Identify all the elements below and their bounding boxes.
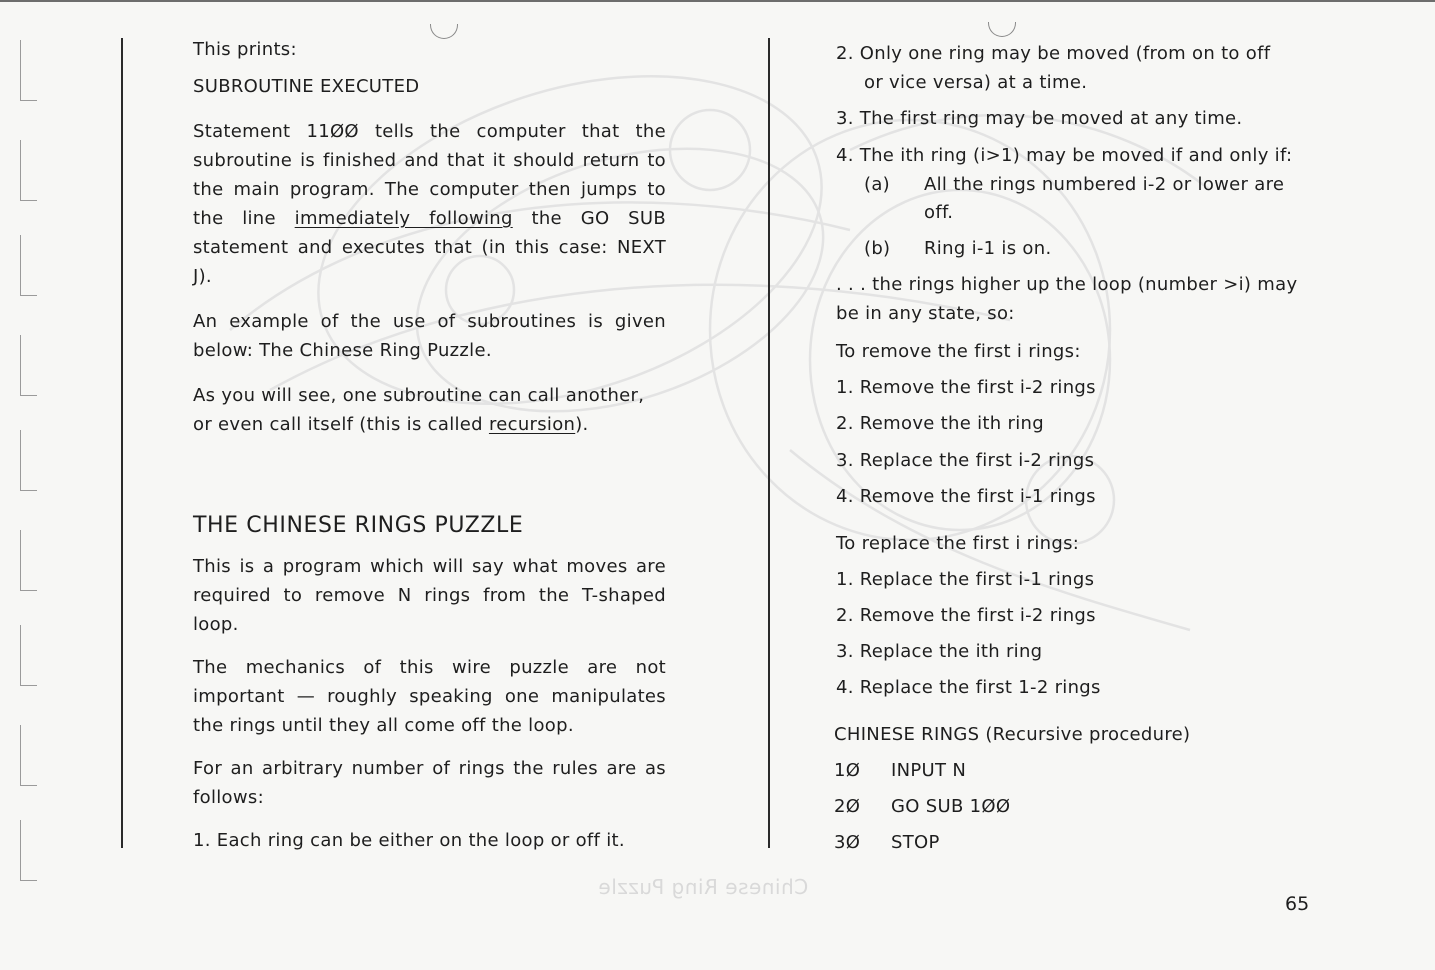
- center-column-rule: [768, 38, 770, 848]
- binding-mark: [20, 40, 37, 101]
- rule-3: 3. The first ring may be moved at any time.: [836, 108, 1243, 129]
- rule-4a: [864, 170, 1284, 199]
- binding-mark: [20, 140, 37, 201]
- replace-title: To replace the first i rings:: [836, 533, 1080, 554]
- line-number: 1Ø: [834, 760, 861, 781]
- recursion-text-a: As you will see, one subroutine can call another, or even call itself (this is called: [193, 385, 645, 435]
- replace-step: 3. Replace the ith ring: [836, 641, 1043, 662]
- mechanics-paragraph: The mechanics of this wire puzzle are not important — roughly speaking one manipulates the rings until they all come off the loop.: [193, 657, 666, 736]
- statement-text-b: the GO SUB statement and executes that (in this case: NEXT J).: [193, 208, 667, 287]
- left-column: [193, 35, 666, 855]
- binding-mark: [20, 725, 37, 786]
- rule-4b: [864, 234, 1051, 263]
- rules-intro: For an arbitrary number of rings the rules are as follows:: [193, 758, 666, 808]
- rule-4a-cont: off.: [924, 202, 954, 223]
- replace-step: 2. Remove the first i-2 rings: [836, 605, 1096, 626]
- program-title: CHINESE RINGS (Recursive procedure): [834, 724, 1191, 745]
- remove-step: 3. Replace the first i-2 rings: [836, 450, 1095, 471]
- remove-step: 4. Remove the first i-1 rings: [836, 486, 1096, 507]
- replace-step: 4. Replace the first 1-2 rings: [836, 677, 1101, 698]
- line-statement: STOP: [891, 832, 940, 853]
- statement-paragraph: [193, 117, 666, 291]
- statement-text-a: Statement 11ØØ tells the computer that the subroutine is finished and that it should return to the main program. The computer then jumps to the line: [193, 121, 666, 229]
- rule-2-line-2: or vice versa) at a time.: [864, 72, 1088, 93]
- rule-4: 4. The ith ring (i>1) may be moved if and only if:: [836, 145, 1293, 166]
- section-heading: THE CHINESE RINGS PUZZLE: [193, 513, 524, 538]
- binding-mark: [20, 820, 37, 881]
- replace-step: 1. Replace the first i-1 rings: [836, 569, 1095, 590]
- recursion-paragraph: [193, 381, 666, 439]
- recursion-text-b: ).: [575, 414, 589, 435]
- line-number: 2Ø: [834, 796, 861, 817]
- example-paragraph: An example of the use of subroutines is given below: The Chinese Ring Puzzle.: [193, 311, 666, 361]
- output-line: SUBROUTINE EXECUTED: [193, 76, 420, 97]
- binding-mark: [20, 335, 37, 396]
- binding-mark: [20, 235, 37, 296]
- program-line: [834, 756, 966, 785]
- recursion-term: recursion: [488, 414, 576, 435]
- binding-mark: [20, 430, 37, 491]
- line-statement: INPUT N: [891, 760, 967, 781]
- this-prints-line: This prints:: [193, 39, 297, 60]
- binding-mark: [20, 530, 37, 591]
- remove-title: To remove the first i rings:: [836, 341, 1081, 362]
- immediately-following-text: immediately following: [294, 208, 513, 229]
- line-statement: GO SUB 1ØØ: [891, 796, 1011, 817]
- line-number: 3Ø: [834, 832, 861, 853]
- rule-2-line-1: 2. Only one ring may be moved (from on to off: [836, 43, 1271, 64]
- rule-4a-text: All the rings numbered i-2 or lower are: [924, 174, 1285, 195]
- rule-4b-label: (b): [864, 238, 891, 259]
- remove-step: 1. Remove the first i-2 rings: [836, 377, 1096, 398]
- rule-1: 1. Each ring can be either on the loop or off it.: [193, 830, 625, 851]
- higher-rings-line-2: be in any state, so:: [836, 303, 1015, 324]
- rule-4b-text: Ring i-1 is on.: [924, 238, 1052, 259]
- remove-step: 2. Remove the ith ring: [836, 413, 1044, 434]
- page-number: 65: [1285, 893, 1310, 915]
- program-line: [834, 792, 1010, 821]
- show-through-caption: Chinese Ring Puzzle: [598, 875, 809, 899]
- page-top-edge: [0, 0, 1435, 2]
- left-column-rule: [121, 38, 123, 848]
- rule-4a-label: (a): [864, 174, 890, 195]
- program-description: This is a program which will say what moves are required to remove N rings from the T-shaped loop.: [193, 556, 666, 635]
- program-line: [834, 828, 940, 857]
- binding-mark: [20, 625, 37, 686]
- higher-rings-line-1: . . . the rings higher up the loop (number >i) may: [836, 274, 1298, 295]
